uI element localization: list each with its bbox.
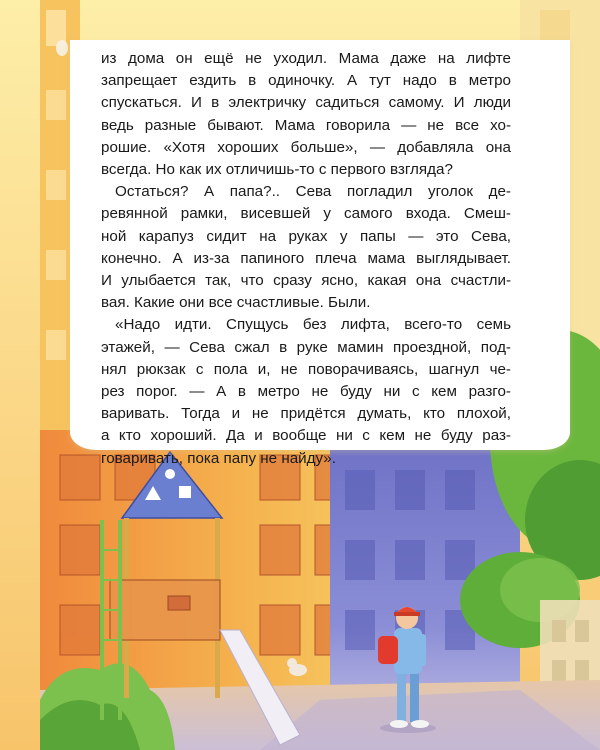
text-line: говаривать, пока папу не найду». [101,449,336,467]
text-line: спускаться. И в электричку садиться самому. И люди [101,94,511,112]
text-line: ревянной рамки, висевшей у самого входа. Смеш- [101,205,511,223]
text-line: ведь разные бывают. Мама говорила — не все хо- [101,116,511,134]
text-line: запрещает ездить в одиночку. А тут надо в метро [101,72,511,90]
roof-circle-shape [165,469,175,479]
paragraph-1 [101,48,511,181]
red-backpack [378,636,398,664]
paragraph-3 [101,314,511,469]
text-line: рошие. «Хотя хороших больше», — добавляла она [101,138,511,156]
text-line: Остаться? А папа?.. Сева погладил уголок де- [115,183,511,201]
text-line: нял рюкзак с пола и, не поворачиваясь, шагнул че- [101,360,511,378]
text-line: «Надо идти. Спущусь без лифта, всего-то семь [115,316,511,334]
roof-square-shape [179,486,191,498]
text-line: варивать. Тогда и не придётся думать, кто плохой, [101,405,511,423]
text-line: этажей, — Сева сжал в руке мамин проездной, под- [101,338,511,356]
paragraph-2 [101,181,511,314]
text-line: из дома он ещё не уходил. Мама даже на лифте [101,50,511,67]
text-line: а кто хороший. Да и вообще ни с кем не буду раз- [101,427,511,445]
text-line: ной карапуз сидит на руках у папы — это Сева, [101,227,511,245]
text-line: конечно. А из-за папиного плеча мама выглядывает. [101,249,511,267]
text-line: всегда. Но как их отличишь-то с первого взгляда? [101,161,453,179]
text-line: рез порог. — А в метро не буду ни с кем разго- [101,383,511,401]
text-line: И улыбается так, что сразу ясно, какая она счастли- [101,272,511,290]
story-text [101,48,511,470]
text-line: вая. Какие они все счастливые. Были. [101,294,371,312]
